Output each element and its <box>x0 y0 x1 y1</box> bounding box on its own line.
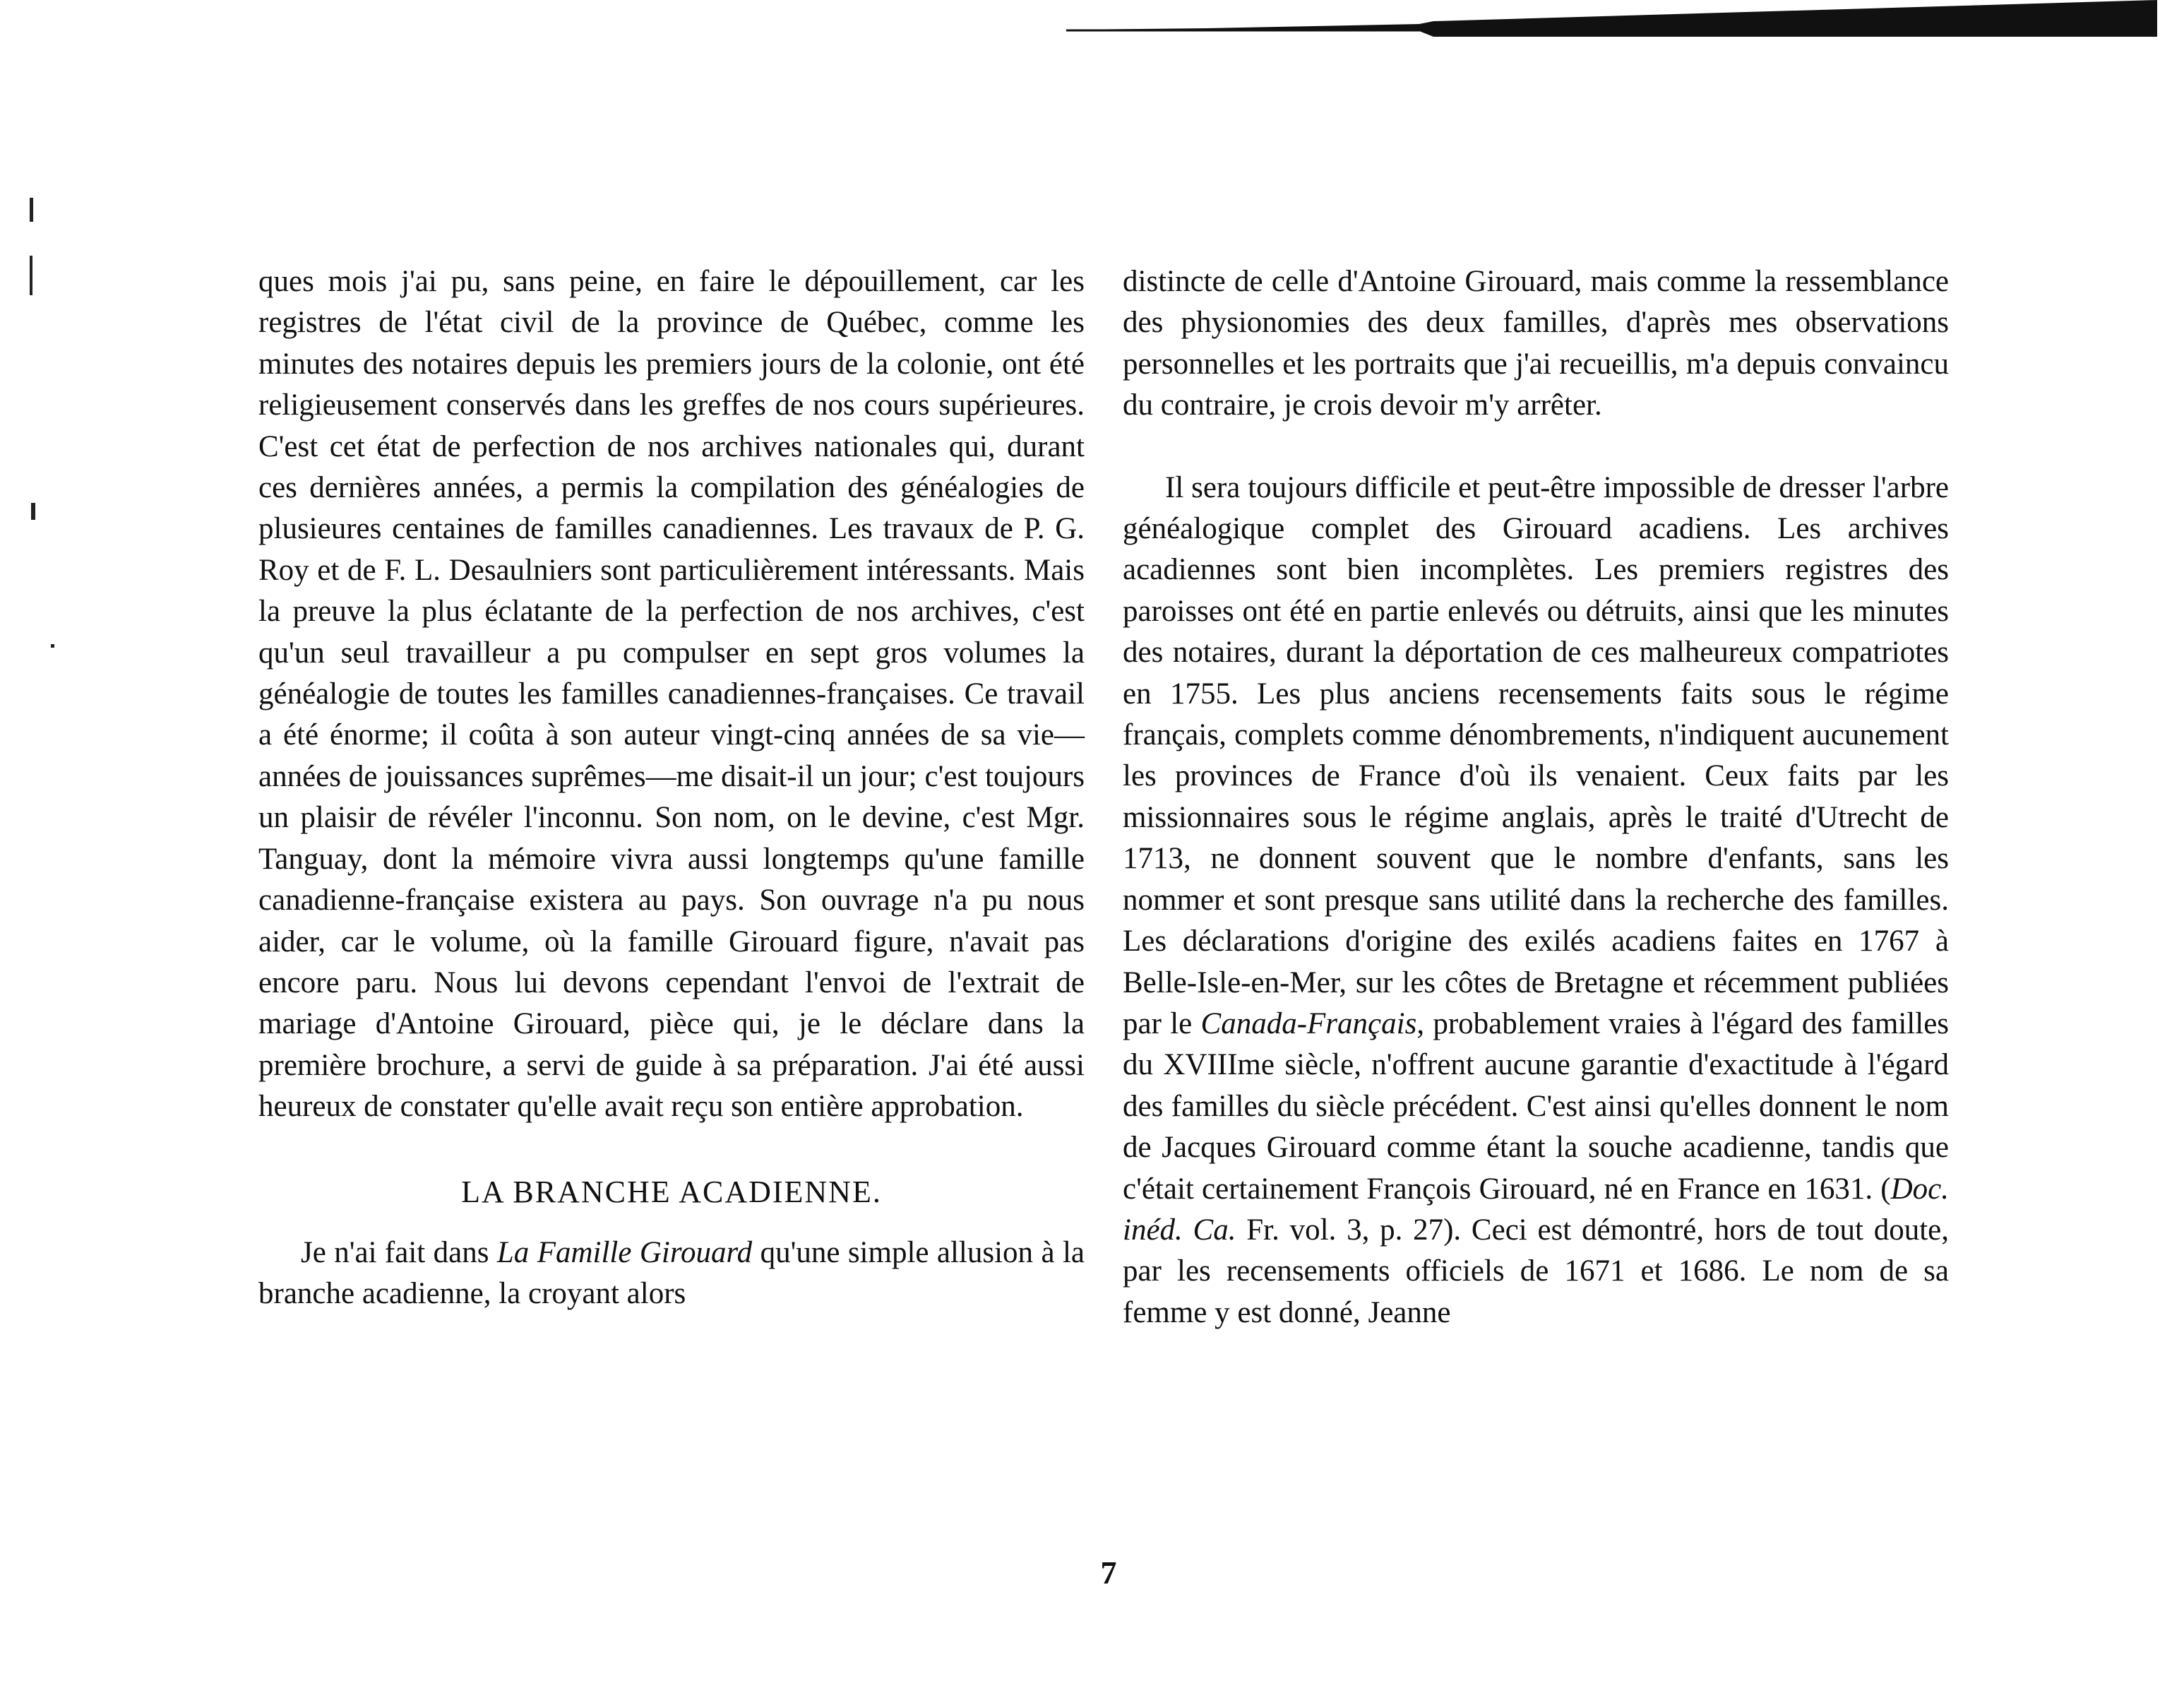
top-edge-rule <box>1066 0 2157 37</box>
right-paragraph-1: distincte de celle d'Antoine Girouard, mais comme la ressemblance des physionomies des deux familles, d'après mes observations personnelles et les portraits que j'ai recueillis, m'a depuis convaincu du contraire, je crois devoir m'y arrêter. <box>1123 265 1949 422</box>
left-paragraph-1: ques mois j'ai pu, sans peine, en faire le dépouillement, car les registres de l'état civil de la province de Québec, comme les minutes des notaires depuis les premiers jours de la colonie, ont été religieusement conservés dans les greffes de nos cours supérieures. C'est cet état de perfection de nos archives nationales qui, durant ces dernières années, a permis la compilation des généalogies de plusieures centaines de familles canadiennes. Les travaux de P. G. Roy et de F. L. Desaulniers sont particulièrement intéressants. Mais la preuve la plus éclatante de la perfection de nos archives, c'est qu'un seul travailleur a pu compulser en sept gros volumes la généalogie de toutes les familles canadiennes-françaises. Ce travail a été énorme; il coûta à son auteur vingt-cinq années de sa vie—années de jouissances suprêmes—me disait-il un jour; c'est toujours un plaisir de révéler l'inconnu. Son nom, on le devine, c'est Mgr. Tanguay, dont la mémoire vivra aussi longtemps qu'une famille canadienne-française existera au pays. Son ouvrage n'a pu nous aider, car le volume, où la famille Girouard figure, n'avait pas encore paru. Nous lui devons cependant l'envoi de l'extrait de mariage d'Antoine Girouard, pièce qui, je le déclare dans la première brochure, a servi de guide à sa préparation. J'ai été aussi heureux de constater qu'elle avait reçu son entière approbation. <box>258 265 1085 1124</box>
section-heading: LA BRANCHE ACADIENNE. <box>461 1174 882 1209</box>
scan-speck-4 <box>51 644 54 648</box>
right-paragraph-2 <box>1123 468 1949 1334</box>
book-title: La Famille Girouard <box>496 1235 753 1269</box>
left-paragraph-2-start: Je n'ai fait dans <box>301 1235 497 1269</box>
periodical-title: Canada-Français <box>1200 1006 1417 1040</box>
left-paragraph-2 <box>258 1232 1085 1315</box>
right-paragraph-2-a: Il sera toujours difficile et peut-être impossible de dresser l'arbre généalogique complet des Girouard acadiens. Les archives acadiennes sont bien incomplètes. Les premiers registres des paroisses ont été en partie enlevés ou détruits, ainsi que les minutes des notaires, durant la déportation de ces malheureux compatriotes en 1755. Les plus anciens recensements faits sous le régime français, complets comme dénombrements, n'indiquent aucunement les provinces de France d'où ils venaient. Ceux faits par les missionnaires sous le régime anglais, après le traité d'Utrecht de 1713, ne donnent souvent que le nombre d'enfants, sans les nommer et sont presque sans utilité dans la recherche des familles. Les déclarations d'origine des exilés acadiens faites en 1767 à Belle-Isle-en-Mer, sur les côtes de Bretagne et récemment publiées par le <box>1123 470 1949 1040</box>
left-paragraph-2-end: qu'une simple allusion à la branche acadienne, la croyant alors <box>258 1235 1085 1311</box>
right-paragraph-2-c: Fr. vol. 3, p. 27). Ceci est démontré, hors de tout doute, par les recensements officiels de 1671 et 1686. Le nom de sa femme y est donné, Jeanne <box>1123 1213 1950 1329</box>
right-column <box>1123 261 1949 1333</box>
scan-speck-2 <box>30 256 32 295</box>
scan-speck-1 <box>30 198 33 222</box>
page-number: 7 <box>1100 1555 1117 1591</box>
document-reference: Doc. inéd. Ca. <box>1123 1172 1949 1247</box>
right-paragraph-2-b: , probablement vraies à l'égard des familles du XVIIIme siècle, n'offrent aucune garantie d'exactitude à l'égard des familles du siècle précédent. C'est ainsi qu'elles donnent le nom de Jacques Girouard comme étant la souche acadienne, tandis que c'était certainement François Girouard, né en France en 1631. ( <box>1123 1006 1950 1206</box>
left-column <box>258 261 1085 1315</box>
scan-speck-3 <box>31 503 35 520</box>
